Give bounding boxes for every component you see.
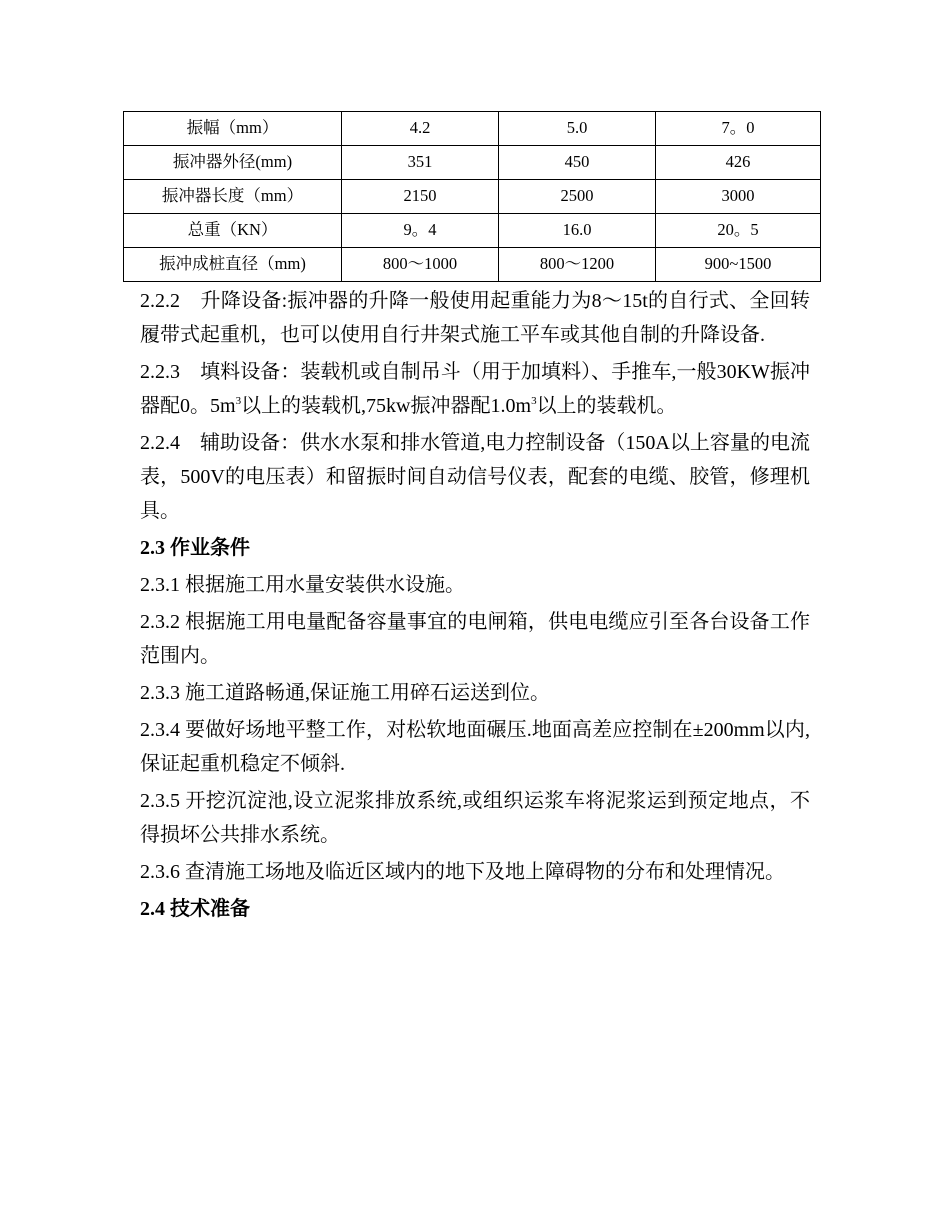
superscript: 3 [235, 395, 242, 407]
paragraph-2-3-4: 2.3.4 要做好场地平整工作，对松软地面碾压.地面高差应控制在±200mm以内,保证起重机稳定不倾斜. [140, 719, 810, 775]
table-cell: 900~1500 [656, 248, 821, 282]
paragraph-text: 以上的装载机。 [536, 395, 677, 417]
table-row [124, 180, 821, 214]
table-cell: 16.0 [499, 214, 656, 248]
table-cell: 3000 [656, 180, 821, 214]
table-cell: 2150 [342, 180, 499, 214]
paragraph-2-3-3: 2.3.3 施工道路畅通,保证施工用碎石运送到位。 [140, 682, 550, 704]
table-cell: 800～1200 [499, 248, 656, 282]
table-cell-label: 振幅（mm） [124, 112, 342, 146]
paragraph-2-2-2: 2.2.2 升降设备:振冲器的升降一般使用起重能力为8～15t的自行式、全回转履带式起重机，也可以使用自行井架式施工平车或其他自制的升降设备. [140, 290, 810, 346]
table-cell: 351 [342, 146, 499, 180]
section-heading-2-3: 2.3 作业条件 [140, 537, 250, 559]
paragraph-2-3-2: 2.3.2 根据施工用电量配备容量事宜的电闸箱，供电电缆应引至各台设备工作范围内。 [140, 611, 810, 667]
paragraph-2-2-4: 2.2.4 辅助设备：供水水泵和排水管道,电力控制设备（150A以上容量的电流表，500V的电压表）和留振时间自动信号仪表，配套的电缆、胶管，修理机具。 [140, 432, 810, 522]
table-cell-label: 振冲器外径(mm) [124, 146, 342, 180]
table-cell: 20。5 [656, 214, 821, 248]
table-cell: 9。4 [342, 214, 499, 248]
table-cell: 4.2 [342, 112, 499, 146]
body-text [140, 284, 810, 929]
table-cell-label: 总重（KN） [124, 214, 342, 248]
table-cell: 5.0 [499, 112, 656, 146]
paragraph-2-2-3 [140, 355, 810, 423]
table-cell: 800～1000 [342, 248, 499, 282]
paragraph-2-3-5: 2.3.5 开挖沉淀池,设立泥浆排放系统,或组织运浆车将泥浆运到预定地点，不得损坏公共排水系统。 [140, 790, 810, 846]
section-heading-2-4: 2.4 技术准备 [140, 898, 250, 920]
table-cell: 7。0 [656, 112, 821, 146]
table-cell: 426 [656, 146, 821, 180]
paragraph-text: 以上的装载机,75kw振冲器配1.0m [241, 395, 532, 417]
table-cell: 2500 [499, 180, 656, 214]
table-row [124, 112, 821, 146]
table-row [124, 146, 821, 180]
superscript: 3 [531, 395, 537, 407]
paragraph-2-3-1: 2.3.1 根据施工用水量安装供水设施。 [140, 574, 465, 596]
paragraph-2-3-6: 2.3.6 查清施工场地及临近区域内的地下及地上障碍物的分布和处理情况。 [140, 861, 785, 883]
vibroflot-spec-table [123, 111, 821, 282]
table-row [124, 248, 821, 282]
table-cell-label: 振冲器长度（mm） [124, 180, 342, 214]
table-row [124, 214, 821, 248]
paragraph-text: 2.2.3 填料设备：装载机或自制吊斗（用于加填料）、手推车,一般30KW振冲器配0。5m [140, 361, 810, 417]
table-cell-label: 振冲成桩直径（mm) [124, 248, 342, 282]
table-cell: 450 [499, 146, 656, 180]
